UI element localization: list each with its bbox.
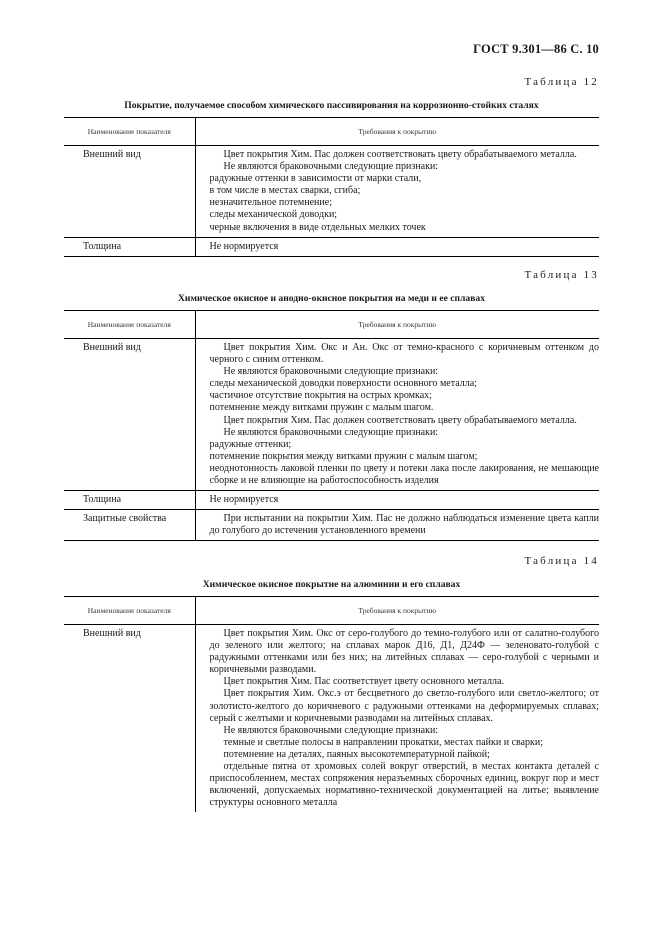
text-line: неоднотонность лаковой пленки по цвету и потеки лака после лакирования, не мешающие сборке и не влияющие на работоспособность изделия xyxy=(209,462,599,487)
row-requirements xyxy=(195,146,599,238)
text-line: следы механической доводки поверхности основного металла; xyxy=(209,378,477,390)
text-line: Цвет покрытия Хим. Окс и Ан. Окс от темно-красного с коричневым оттенком до черного с синим оттенком. xyxy=(209,342,599,366)
table-row xyxy=(64,491,599,510)
text-line: При испытании на покрытии Хим. Пас не должно наблюдаться изменение цвета капли до голубого до истечения установленного времени xyxy=(209,513,599,537)
text-line: потемнение покрытия между витками пружин с малым шагом; xyxy=(209,450,478,462)
row-requirements xyxy=(195,339,599,491)
text-line: Не являются браковочными следующие признаки: xyxy=(223,426,439,438)
text-line: Цвет покрытия Хим. Пас соответствует цвету основного металла. xyxy=(223,676,504,688)
text-line: отдельные пятна от хромовых солей вокруг отверстий, в местах контакта деталей с приспособлением, местах сопряжения неразъемных сборочных единиц, вокруг пор и мест включений, допускаемых нормативно-технической документацией на литье; выявление структуры основного металла xyxy=(209,761,599,809)
row-name: Внешний вид xyxy=(64,146,195,238)
text-line: частичное отсутствие покрытия на острых кромках; xyxy=(209,390,432,402)
row-requirements xyxy=(195,491,599,510)
text-line: потемнение на деталях, паяных высокотемпературной пайкой; xyxy=(223,748,490,760)
table-14-section xyxy=(64,555,599,812)
text-line: Цвет покрытия Хим. Окс от серо-голубого до темно-голубого или от салатно-голубого до зеленого или желтого; на сплавах марок Д16, Д1, Д24Ф — зеленовато-голубой с радужными оттенками или без них; на литейных сплавах — серо-голубой с черными и коричневыми разводами. xyxy=(209,628,599,676)
table-12-label: Таблица 12 xyxy=(524,76,599,88)
table-14-label: Таблица 14 xyxy=(524,555,599,567)
table-row xyxy=(64,510,599,541)
row-requirements xyxy=(195,625,599,813)
table-12-section xyxy=(64,76,599,257)
row-requirements xyxy=(195,237,599,256)
text-line: Не нормируется xyxy=(209,240,279,252)
text-line: в том числе в местах сварки, сгиба; xyxy=(209,185,361,197)
text-line: Цвет покрытия Хим. Окс.э от бесцветного до светло-голубого или светло-желтого; от золотисто-желтого до коричневого с радужными оттенками на деформируемых сплавах; серый с желтыми и коричневыми разводами на литейных сплавах. xyxy=(209,688,599,724)
table-13-title: Химическое окисное и анодно-окисное покрытия на меди и ее сплавах xyxy=(178,293,485,304)
column-header-requirements: Требования к покрытию xyxy=(195,597,599,625)
text-line: Не являются браковочными следующие признаки: xyxy=(223,161,439,173)
row-name: Защитные свойства xyxy=(64,510,195,541)
row-name: Толщина xyxy=(64,491,195,510)
row-requirements xyxy=(195,510,599,541)
table-13-section xyxy=(64,269,599,541)
row-name: Внешний вид xyxy=(64,625,195,813)
text-line: темные и светлые полосы в направлении прокатки, местах пайки и сварки; xyxy=(223,736,544,748)
column-header-indicator: Наименование показателя xyxy=(64,311,195,339)
text-line: черные включения в виде отдельных мелких точек xyxy=(209,221,426,233)
row-name: Внешний вид xyxy=(64,339,195,491)
table-row xyxy=(64,237,599,256)
column-header-requirements: Требования к покрытию xyxy=(195,311,599,339)
table-14 xyxy=(64,596,599,812)
table-13-label: Таблица 13 xyxy=(524,269,599,281)
row-name: Толщина xyxy=(64,237,195,256)
table-row xyxy=(64,625,599,813)
table-12-title: Покрытие, получаемое способом химического пассивирования на коррозионно-стойких сталях xyxy=(124,100,539,111)
table-14-title: Химическое окисное покрытие на алюминии и его сплавах xyxy=(202,579,461,590)
text-line: незначительное потемнение; xyxy=(209,197,332,209)
table-13 xyxy=(64,310,599,541)
text-line: Цвет покрытия Хим. Пас должен соответствовать цвету обрабатываемого металла. xyxy=(223,414,577,426)
table-12 xyxy=(64,117,599,257)
text-line: радужные оттенки в зависимости от марки стали, xyxy=(209,173,422,185)
table-row xyxy=(64,339,599,491)
text-line: потемнение между витками пружин с малым шагом. xyxy=(209,402,434,414)
text-line: Не являются браковочными следующие признаки: xyxy=(223,366,439,378)
column-header-requirements: Требования к покрытию xyxy=(195,118,599,146)
table-row xyxy=(64,146,599,238)
column-header-indicator: Наименование показателя xyxy=(64,597,195,625)
text-line: следы механической доводки; xyxy=(209,209,338,221)
text-line: радужные оттенки; xyxy=(209,438,292,450)
text-line: Не нормируется xyxy=(209,494,279,506)
column-header-indicator: Наименование показателя xyxy=(64,118,195,146)
text-line: Не являются браковочными следующие признаки: xyxy=(223,724,439,736)
text-line: Цвет покрытия Хим. Пас должен соответствовать цвету обрабатываемого металла. xyxy=(223,149,577,160)
standard-header: ГОСТ 9.301—86 С. 10 xyxy=(473,42,599,56)
